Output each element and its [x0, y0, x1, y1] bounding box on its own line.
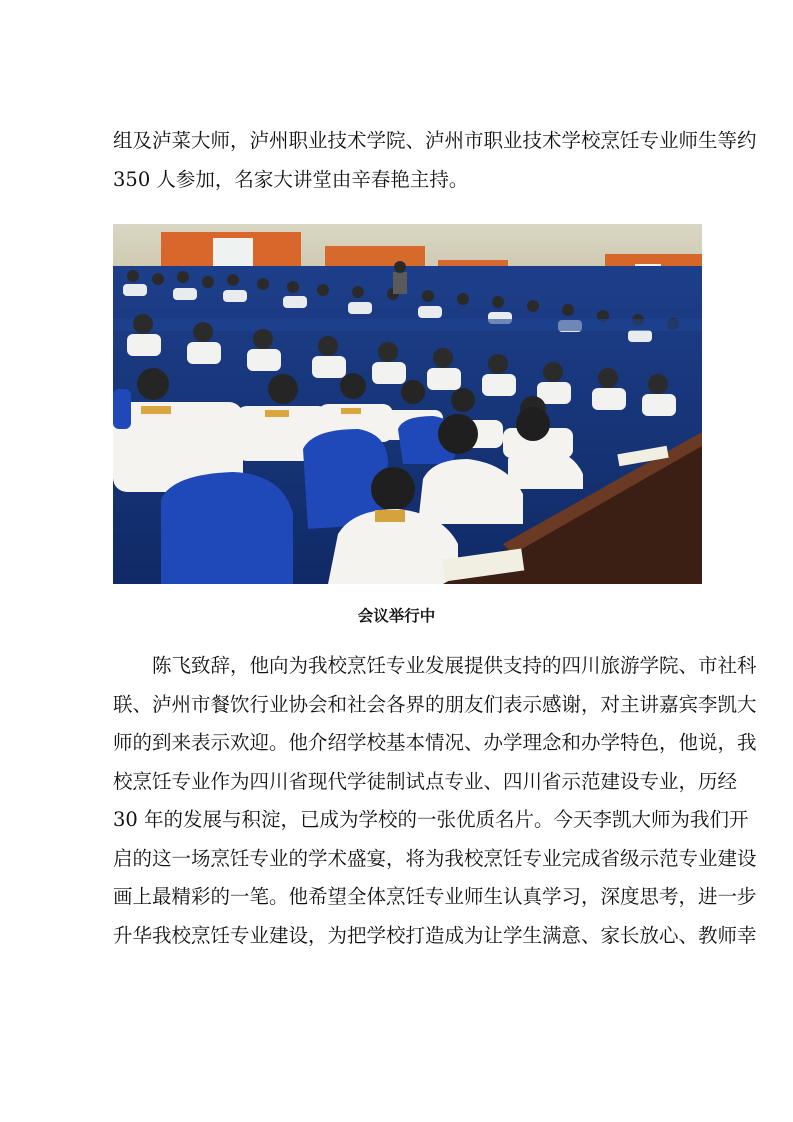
- text-line: 联、泸州市餐饮行业协会和社会各界的朋友们表示感谢，对主讲嘉宾李凯大: [113, 692, 757, 716]
- text-line: 30 年的发展与积淀，已成为学校的一张优质名片。今天李凯大师为我们开: [113, 808, 749, 831]
- meeting-photo: [113, 224, 702, 584]
- text-line: 师的到来表示欢迎。他介绍学校基本情况、办学理念和办学特色，他说，我: [113, 731, 757, 754]
- text-line: 陈飞致辞，他向为我校烹饪专业发展提供支持的四川旅游学院、市社科: [113, 654, 757, 677]
- text-line: 画上最精彩的一笔。他希望全体烹饪专业师生认真学习，深度思考，进一步: [113, 885, 757, 908]
- main-paragraph: [113, 647, 757, 955]
- intro-paragraph: [113, 122, 757, 199]
- text-line: 升华我校烹饪专业建设，为把学校打造成为让学生满意、家长放心、教师幸: [113, 923, 757, 947]
- text-line: 启的这一场烹饪专业的学术盛宴，将为我校烹饪专业完成省级示范专业建设: [113, 846, 757, 870]
- text-line: 组及泸菜大师，泸州职业技术学院、泸州市职业技术学校烹饪专业师生等约: [113, 129, 757, 152]
- photo-caption: 会议举行中: [357, 607, 436, 625]
- text-line: 350 人参加，名家大讲堂由辛春艳主持。: [113, 167, 469, 191]
- text-line: 校烹饪专业作为四川省现代学徒制试点专业、四川省示范建设专业，历经: [113, 769, 738, 793]
